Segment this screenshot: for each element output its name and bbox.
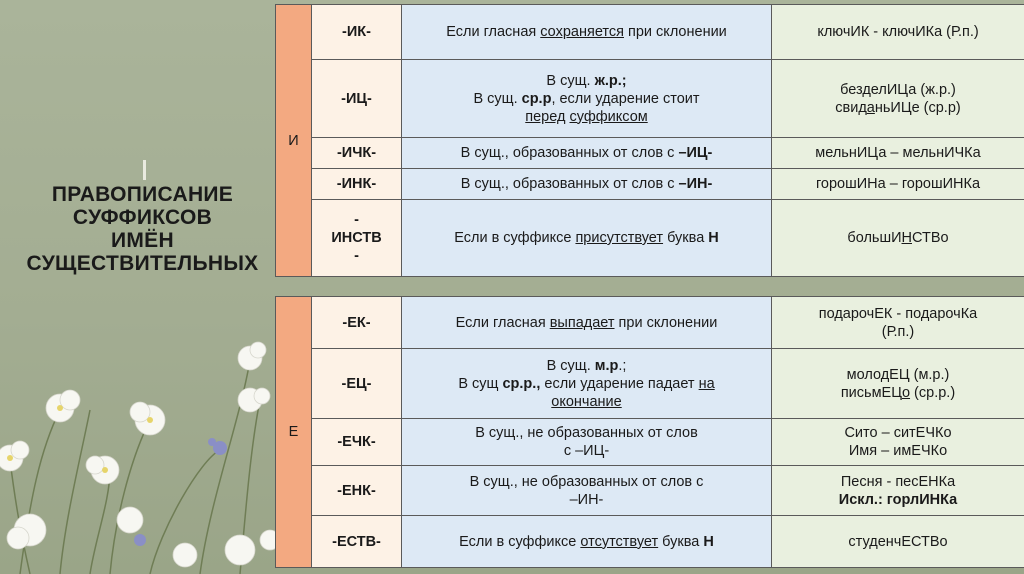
rule-cell: Если в суффиксе присутствует буква Н: [402, 200, 772, 277]
suffix-cell: -ЕК-: [312, 297, 402, 349]
title-line-2: СУФФИКСОВ: [72, 206, 213, 229]
suffix-cell: -ИЦ-: [312, 60, 402, 138]
table-row: [276, 516, 1024, 568]
table-suffix-e: [275, 296, 1024, 568]
table-row: [276, 169, 1024, 200]
vowel-letter-e: Е: [276, 297, 312, 568]
title-accent-bar: [143, 160, 146, 180]
suffix-cell: -ЕЦ-: [312, 349, 402, 419]
rule-cell: В сущ., образованных от слов с –ИЦ-: [402, 138, 772, 169]
suffix-cell: -ЕНК-: [312, 466, 402, 516]
flowers-decoration: [0, 300, 290, 574]
rule-cell: В сущ. ж.р.; В сущ. ср.р, если ударение стоит перед суффиксом: [402, 60, 772, 138]
title-line-1: ПРАВОПИСАНИЕ: [51, 183, 234, 206]
table-row: [276, 297, 1024, 349]
suffix-cell: -ЕЧК-: [312, 419, 402, 466]
suffix-cell: -ИК-: [312, 5, 402, 60]
example-cell: подарочЕК - подарочКа (Р.п.): [772, 297, 1024, 349]
table-row: [276, 200, 1024, 277]
table-row: [276, 60, 1024, 138]
rule-cell: В сущ., не образованных от слов с –ИЦ-: [402, 419, 772, 466]
rule-cell: В сущ., не образованных от слов с –ИН-: [402, 466, 772, 516]
title-line-3: ИМЁН: [110, 229, 174, 252]
suffix-cell: -ИНК-: [312, 169, 402, 200]
example-cell: безделИЦа (ж.р.) свиданьИЦе (ср.р): [772, 60, 1024, 138]
table-row: [276, 466, 1024, 516]
example-cell: ключИК - ключИКа (Р.п.): [772, 5, 1024, 60]
suffix-cell: -ЕСТВ-: [312, 516, 402, 568]
rule-cell: В сущ. м.р.; В сущ ср.р., если ударение падает на окончание: [402, 349, 772, 419]
page-title: [10, 183, 275, 275]
table-row: [276, 349, 1024, 419]
table-row: [276, 419, 1024, 466]
example-cell: Песня - песЕНКа Искл.: горлИНКа: [772, 466, 1024, 516]
suffix-cell: -ИЧК-: [312, 138, 402, 169]
suffix-cell: - ИНСТВ -: [312, 200, 402, 277]
rule-cell: В сущ., образованных от слов с –ИН-: [402, 169, 772, 200]
rule-cell: Если гласная сохраняется при склонении: [402, 5, 772, 60]
example-cell: мельнИЦа – мельнИЧКа: [772, 138, 1024, 169]
table-row: [276, 5, 1024, 60]
example-cell: горошИНа – горошИНКа: [772, 169, 1024, 200]
rule-cell: Если гласная выпадает при склонении: [402, 297, 772, 349]
rule-cell: Если в суффиксе отсутствует буква Н: [402, 516, 772, 568]
vowel-letter-i: И: [276, 5, 312, 277]
example-cell: большИНСТВо: [772, 200, 1024, 277]
title-line-4: СУЩЕСТВИТЕЛЬНЫХ: [26, 252, 259, 275]
table-row: [276, 138, 1024, 169]
table-suffix-i: [275, 4, 1024, 277]
example-cell: молодЕЦ (м.р.) письмЕЦо (ср.р.): [772, 349, 1024, 419]
example-cell: студенчЕСТВо: [772, 516, 1024, 568]
example-cell: Сито – ситЕЧКо Имя – имЕЧКо: [772, 419, 1024, 466]
